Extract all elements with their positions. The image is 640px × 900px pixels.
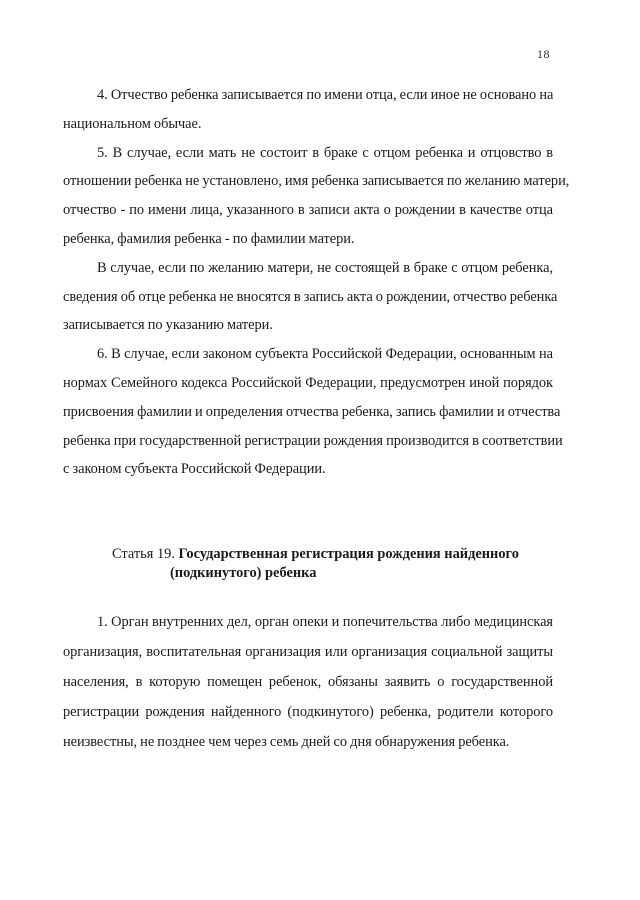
text-line: неизвестны, не позднее чем через семь дней со дня обнаружения ребенка. (63, 734, 510, 751)
article-title-line2: (подкинутого) ребенка (170, 565, 317, 582)
text-line: национальном обычае. (63, 115, 202, 132)
text-line: В случае, если по желанию матери, не состоящей в браке с отцом ребенка, (97, 259, 553, 276)
text-line: 4. Отчество ребенка записывается по имени отца, если иное не основано на (97, 87, 554, 103)
text-line: отчество - по имени лица, указанного в записи акта о рождении в качестве отца (63, 202, 553, 219)
text-line: с законом субъекта Российской Федерации. (63, 461, 326, 478)
page-content (63, 81, 570, 757)
text-line: 1. Орган внутренних дел, орган опеки и попечительства либо медицинская (97, 614, 553, 631)
paragraph-6 (63, 340, 563, 484)
text-line: организация, воспитательная организация или организация социальной защиты (63, 644, 553, 661)
paragraph-4 (63, 81, 553, 139)
text-line: ребенка при государственной регистрации рождения производится в соответствии (63, 432, 563, 449)
text-line: ребенка, фамилия ребенка - по фамилии матери. (63, 230, 355, 247)
text-line: отношении ребенка не установлено, имя ребенка записывается по желанию матери, (63, 173, 570, 190)
article-heading-line-1 (63, 545, 553, 564)
page-number: 18 (537, 47, 550, 61)
paragraph-5 (63, 139, 570, 254)
text-line: присвоения фамилии и определения отчества ребенка, запись фамилии и отчества (63, 403, 561, 420)
article-title-line1: Государственная регистрация рождения найденного (178, 546, 519, 563)
text-line: регистрации рождения найденного (подкинутого) ребенка, родители которого (63, 704, 553, 721)
text-line: 6. В случае, если законом субъекта Российской Федерации, основанным на (97, 346, 553, 363)
text-line: записывается по указанию матери. (63, 317, 273, 334)
paragraph-1 (63, 607, 553, 757)
article-number: Статья 19. (112, 546, 179, 563)
paragraph-5-continuation (63, 254, 558, 340)
text-line: нормах Семейного кодекса Российской Федерации, предусмотрен иной порядок (63, 374, 553, 391)
text-line: сведения об отце ребенка не вносятся в запись акта о рождении, отчество ребенка (63, 288, 558, 305)
text-line: 5. В случае, если мать не состоит в браке с отцом ребенка и отцовство в (97, 144, 553, 161)
article-19-heading (63, 545, 553, 583)
text-line: населения, в которую помещен ребенок, обязаны заявить о государственной (63, 674, 553, 691)
